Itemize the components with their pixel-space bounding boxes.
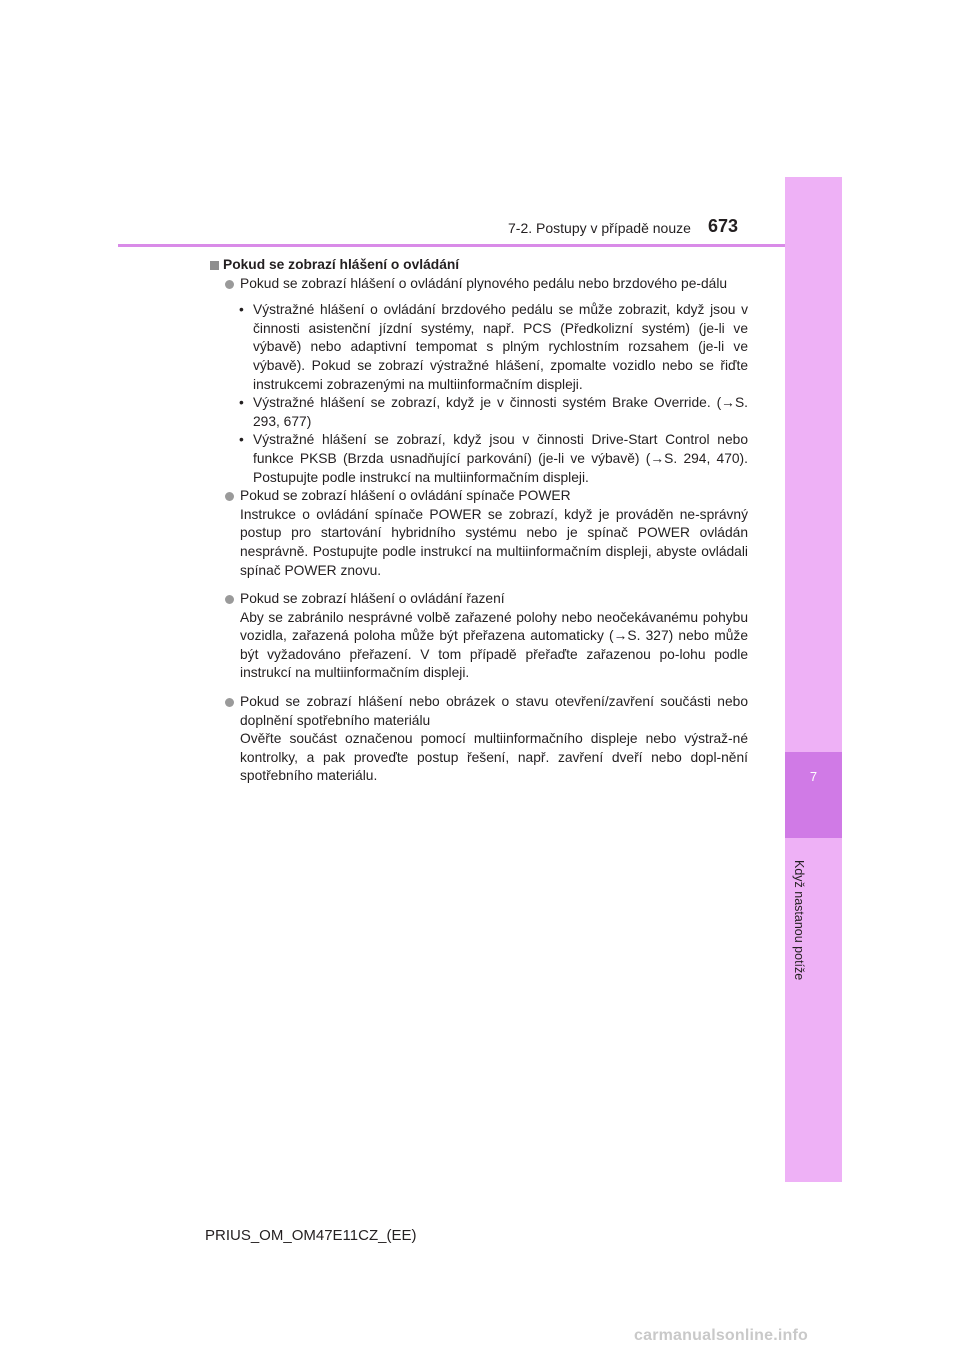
bullet-title: Pokud se zobrazí hlášení nebo obrázek o stavu otevření/zavření součásti nebo doplnění spotřebního materiálu [240, 694, 748, 728]
sub-item [208, 431, 748, 487]
chapter-number: 7 [809, 769, 818, 784]
bullet-item [208, 693, 748, 786]
bullet-title: Pokud se zobrazí hlášení o ovládání spínače POWER [240, 488, 571, 504]
page-number: 673 [708, 216, 739, 236]
circle-bullet-icon [225, 492, 234, 501]
dot-bullet-icon: • [239, 432, 244, 448]
section-heading [208, 256, 748, 275]
dot-bullet-icon: • [239, 395, 244, 411]
bullet-title: Pokud se zobrazí hlášení o ovládání plynového pedálu nebo brzdového pe-dálu [240, 275, 728, 291]
sub-item [208, 301, 748, 394]
watermark: carmanualsonline.info [634, 1327, 809, 1344]
bullet-body: Ověřte součást označenou pomocí multiinformačního displeje nebo výstraž-né kontrolky, a pak proveďte postup řešení, např. zavření dveří nebo dopl-nění spotřebního materiálu. [240, 731, 748, 784]
chapter-title: Když nastanou potíže [792, 860, 806, 981]
chapter-number-block [785, 752, 842, 838]
chapter-side-tab [785, 177, 842, 1182]
page-content [208, 256, 748, 786]
sub-item-text: Výstražné hlášení o ovládání brzdového pedálu se může zobrazit, když jsou v činnosti asistenční jízdní systémy, např. PCS (Předkolizní systém) (je-li ve výbavě) nebo adaptivní tempomat s plným rychlostním rozsahem (je-li ve výbavě). Pokud se zobrazí výstražné hlášení, zpomalte vozidlo nebo se řiďte instrukcemi zobrazenými na multiinformačním displeji. [253, 302, 748, 392]
sub-item-text: Výstražné hlášení se zobrazí, když je v činnosti systém Brake Override. (→S. 293, 677) [253, 395, 748, 429]
bullet-item [208, 275, 748, 294]
sub-item [208, 394, 748, 431]
section-heading-text: Pokud se zobrazí hlášení o ovládání [223, 257, 460, 272]
section-title: 7-2. Postupy v případě nouze [508, 220, 691, 236]
bullet-title: Pokud se zobrazí hlášení o ovládání řazení [240, 591, 505, 607]
document-code: PRIUS_OM_OM47E11CZ_(EE) [205, 1227, 417, 1244]
bullet-body: Aby se zabránilo nesprávné volbě zařazené polohy nebo neočekávanému pohybu vozidla, zařazená poloha může být přeřazena automaticky (→S. 327) nebo může být vyžadováno přeřazení. V tom případě přeřaďte zařazenou po-lohu podle instrukcí na multiinformačním displeji. [240, 609, 748, 681]
circle-bullet-icon [225, 698, 234, 707]
circle-bullet-icon [225, 280, 234, 289]
header-divider [118, 244, 785, 247]
bullet-body: Instrukce o ovládání spínače POWER se zobrazí, když je prováděn ne-správný postup pro startování hybridního systému nebo je spínač POWER ovládán nesprávně. Postupujte podle instrukcí na multiinformačním displeji, abyste ovládali spínač POWER znovu. [240, 506, 748, 578]
sub-item-text: Výstražné hlášení se zobrazí, když jsou v činnosti Drive-Start Control nebo funkce PKSB (Brzda usnadňující parkování) (je-li ve výbavě) (→S. 294, 470). Postupujte podle instrukcí na multiinformačním displeji. [253, 432, 748, 485]
circle-bullet-icon [225, 595, 234, 604]
square-bullet-icon [210, 261, 219, 270]
dot-bullet-icon: • [239, 302, 244, 318]
bullet-item [208, 590, 748, 683]
bullet-item [208, 487, 748, 580]
